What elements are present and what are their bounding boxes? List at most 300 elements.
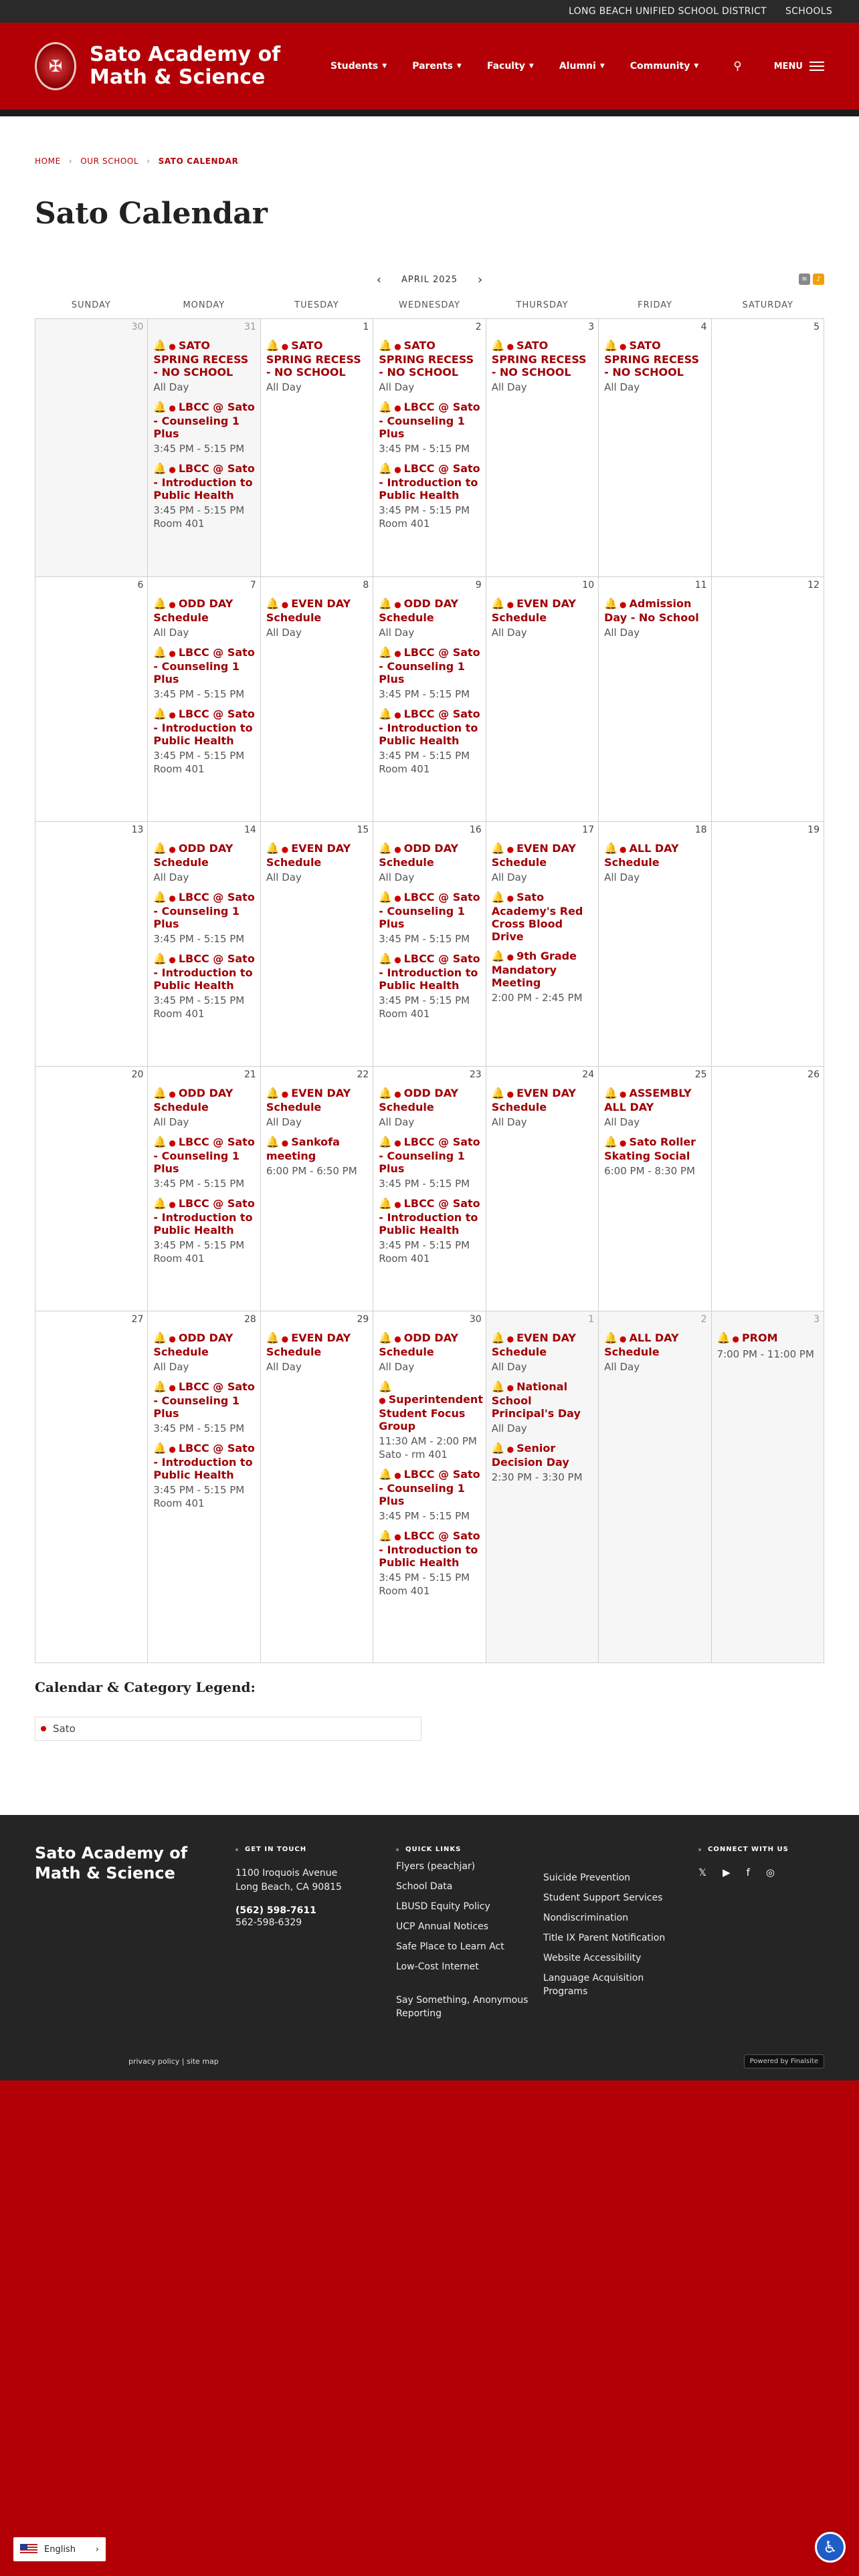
event-title-row: [153, 401, 256, 440]
menu-button[interactable]: [774, 62, 824, 72]
calendar-event[interactable]: [153, 401, 256, 455]
footer-link-flyers[interactable]: Flyers (peachjar): [396, 1861, 476, 1872]
event-time: All Day: [491, 1422, 527, 1434]
address-line1: 1100 Iroquois Avenue: [235, 1868, 338, 1879]
page-title: Sato Calendar: [35, 197, 268, 231]
calendar-event[interactable]: [379, 1529, 481, 1598]
event-title[interactable]: ODD DAY Schedule: [379, 842, 459, 869]
event-title[interactable]: PROM: [741, 1331, 778, 1344]
event-time: All Day: [153, 381, 189, 393]
day-number: 15: [357, 825, 369, 835]
event-time: 7:00 PM - 11:00 PM: [717, 1348, 814, 1360]
category-dot-icon: ●: [506, 845, 514, 854]
calendar-feeds: [799, 274, 824, 285]
bell-icon: 🔔: [153, 462, 167, 475]
bell-icon: 🔔: [604, 1136, 618, 1148]
event-title[interactable]: 9th Grade Mandatory Meeting: [491, 950, 577, 989]
calendar-event[interactable]: [153, 462, 256, 530]
event-title[interactable]: LBCC @ Sato - Counseling 1 Plus: [379, 1468, 480, 1507]
footer-link-school-data[interactable]: School Data: [396, 1881, 453, 1892]
event-title[interactable]: EVEN DAY Schedule: [266, 1087, 351, 1113]
bell-icon: 🔔: [153, 401, 167, 413]
event-title[interactable]: LBCC @ Sato - Counseling 1 Plus: [153, 646, 255, 685]
event-title-row: [379, 1529, 481, 1569]
calendar-event[interactable]: [379, 339, 481, 394]
calendar-event[interactable]: [379, 1136, 481, 1190]
event-title-row: [379, 1468, 481, 1507]
day-number: 22: [357, 1069, 369, 1080]
category-dot-icon: ●: [506, 1383, 514, 1392]
calendar-event[interactable]: [153, 1331, 256, 1374]
nav-alumni-label: Alumni: [559, 61, 596, 72]
nav-alumni[interactable]: [559, 61, 605, 72]
nav-students-label: Students: [330, 61, 379, 72]
footer-link-title-ix[interactable]: Title IX Parent Notification: [543, 1933, 666, 1943]
site-map-link[interactable]: site map: [186, 2057, 219, 2066]
footer-link-say-something[interactable]: Say Something, Anonymous Reporting: [396, 1995, 529, 2019]
event-title[interactable]: LBCC @ Sato - Introduction to Public Health: [379, 952, 480, 992]
category-dot-icon: ●: [394, 649, 401, 658]
district-link[interactable]: LONG BEACH UNIFIED SCHOOL DISTRICT: [569, 6, 767, 17]
event-time: All Day: [491, 1116, 527, 1128]
chevron-down-icon: ▼: [694, 63, 699, 70]
calendar-event[interactable]: [379, 1468, 481, 1523]
privacy-policy-link[interactable]: privacy policy: [128, 2057, 180, 2066]
bell-icon: 🔔: [379, 1136, 393, 1148]
calendar-event[interactable]: [492, 1380, 594, 1435]
bell-icon: 🔔: [153, 708, 167, 720]
school-crest-icon: ✠: [35, 42, 76, 90]
event-title[interactable]: EVEN DAY Schedule: [266, 842, 351, 869]
breadcrumb-current: SATO CALENDAR: [158, 156, 239, 166]
event-title-row: [379, 462, 481, 502]
calendar-event[interactable]: [153, 708, 256, 776]
day-number: 24: [582, 1069, 595, 1080]
event-title-row: [379, 401, 481, 440]
event-title[interactable]: SATO SPRING RECESS - NO SCHOOL: [491, 339, 587, 379]
fax-number: 562-598-6329: [235, 1917, 302, 1928]
event-title[interactable]: LBCC @ Sato - Introduction to Public Health: [379, 462, 480, 502]
event-title[interactable]: ALL DAY Schedule: [604, 842, 679, 869]
event-title-row: [604, 1331, 706, 1358]
event-title[interactable]: LBCC @ Sato - Counseling 1 Plus: [379, 891, 480, 930]
event-location: Room 401: [379, 518, 430, 530]
event-title[interactable]: LBCC @ Sato - Counseling 1 Plus: [153, 1136, 255, 1175]
event-title[interactable]: ALL DAY Schedule: [604, 1331, 679, 1358]
event-time: All Day: [379, 1361, 415, 1373]
calendar-event[interactable]: [379, 842, 481, 884]
subscribe-bell-icon[interactable]: ♪: [813, 274, 824, 285]
bell-icon: 🔔: [153, 597, 167, 610]
calendar-event[interactable]: [153, 1197, 256, 1265]
event-time: 11:30 AM - 2:00 PM: [379, 1435, 477, 1447]
calendar-day-cell: [35, 822, 148, 1067]
event-title[interactable]: SATO SPRING RECESS - NO SCHOOL: [153, 339, 249, 379]
youtube-icon[interactable]: ▶: [723, 1866, 731, 1879]
nav-parents[interactable]: [412, 61, 462, 72]
calendar-event[interactable]: [153, 339, 256, 394]
event-title-row: [153, 597, 256, 624]
next-month-button[interactable]: ›: [478, 272, 483, 287]
event-time: All Day: [604, 381, 640, 393]
calendar-event[interactable]: [604, 1087, 706, 1129]
event-time: 3:45 PM - 5:15 PM: [153, 504, 245, 516]
event-title[interactable]: Admission Day - No School: [604, 597, 699, 624]
bell-icon: 🔔: [266, 1331, 280, 1344]
day-number: 27: [131, 1314, 144, 1325]
calendar-event[interactable]: [492, 842, 594, 884]
footer-link-accessibility[interactable]: Website Accessibility: [543, 1953, 642, 1963]
event-location: Room 401: [153, 518, 205, 530]
bell-icon: 🔔: [379, 339, 393, 352]
calendar-day-cell: [35, 577, 148, 822]
calendar-event[interactable]: [492, 1442, 594, 1484]
event-time: All Day: [379, 1116, 415, 1128]
instagram-icon[interactable]: ◎: [765, 1866, 775, 1879]
calendar-event[interactable]: [266, 1331, 369, 1374]
event-title-row: [153, 1136, 256, 1175]
calendar-event[interactable]: [379, 1197, 481, 1265]
event-time: All Day: [266, 871, 302, 883]
calendar-week-row: [35, 1311, 824, 1663]
calendar-event[interactable]: [492, 891, 594, 943]
footer-link-language-acquisition[interactable]: Language Acquisition Programs: [543, 1973, 644, 1997]
search-icon[interactable]: ⚲: [733, 60, 742, 73]
utility-bar: [0, 0, 859, 23]
event-title[interactable]: ODD DAY Schedule: [379, 1331, 459, 1358]
event-title[interactable]: SATO SPRING RECESS - NO SCHOOL: [266, 339, 361, 379]
event-title[interactable]: ODD DAY Schedule: [153, 842, 233, 869]
calendar-event[interactable]: [717, 1331, 820, 1361]
event-title[interactable]: LBCC @ Sato - Introduction to Public Health: [379, 1529, 480, 1569]
event-title[interactable]: EVEN DAY Schedule: [266, 1331, 351, 1358]
event-title-row: [153, 1087, 256, 1113]
category-dot-icon: [41, 1726, 46, 1731]
day-number: 2: [700, 1314, 707, 1325]
nav-faculty[interactable]: [487, 61, 534, 72]
category-dot-icon: ●: [394, 1471, 401, 1480]
dow-monday: MONDAY: [183, 300, 225, 310]
event-title[interactable]: ODD DAY Schedule: [153, 1331, 233, 1358]
category-dot-icon: ●: [281, 600, 289, 609]
event-time: All Day: [266, 1116, 302, 1128]
event-title-row: [492, 1331, 594, 1358]
event-title[interactable]: LBCC @ Sato - Counseling 1 Plus: [153, 401, 255, 440]
category-dot-icon: ●: [169, 403, 176, 413]
bell-icon: 🔔: [153, 952, 167, 965]
event-time: All Day: [604, 871, 640, 883]
x-twitter-icon[interactable]: 𝕏: [698, 1866, 707, 1879]
event-title-row: [153, 1331, 256, 1358]
event-title[interactable]: LBCC @ Sato - Introduction to Public Health: [379, 708, 480, 747]
calendar-event[interactable]: [266, 842, 369, 884]
bell-icon: 🔔: [379, 462, 393, 475]
calendar-event[interactable]: [379, 952, 481, 1021]
event-title-row: [604, 1136, 706, 1162]
bell-icon: 🔔: [153, 1331, 167, 1344]
calendar-day-cell: [35, 1067, 148, 1311]
calendar-toolbar: [35, 270, 824, 290]
event-title[interactable]: LBCC @ Sato - Counseling 1 Plus: [379, 401, 480, 440]
school-logo-link[interactable]: [35, 42, 300, 90]
event-title[interactable]: LBCC @ Sato - Introduction to Public Health: [379, 1197, 480, 1237]
day-number: 31: [244, 322, 256, 332]
event-time: 3:45 PM - 5:15 PM: [379, 443, 470, 455]
event-title[interactable]: LBCC @ Sato - Introduction to Public Health: [153, 1197, 255, 1237]
day-number: 3: [814, 1314, 820, 1325]
event-time: 2:00 PM - 2:45 PM: [491, 992, 583, 1004]
days-of-week-header: [35, 296, 824, 318]
bell-icon: 🔔: [379, 952, 393, 965]
facebook-icon[interactable]: f: [746, 1866, 750, 1879]
event-title-row: [153, 339, 256, 379]
category-dot-icon: ●: [732, 1334, 739, 1344]
event-title[interactable]: LBCC @ Sato - Introduction to Public Health: [153, 462, 255, 502]
calendar-event[interactable]: [379, 597, 481, 639]
event-title[interactable]: LBCC @ Sato - Counseling 1 Plus: [153, 1380, 255, 1420]
calendar-event[interactable]: [379, 1380, 481, 1461]
footer-link-equity-policy[interactable]: LBUSD Equity Policy: [396, 1901, 490, 1912]
category-dot-icon: ●: [506, 600, 514, 609]
event-title[interactable]: LBCC @ Sato - Counseling 1 Plus: [379, 646, 480, 685]
category-dot-icon: ●: [169, 600, 176, 609]
rss-feed-icon[interactable]: ≋: [799, 274, 810, 285]
breadcrumb-our-school[interactable]: OUR SCHOOL: [80, 156, 139, 166]
event-title-row: [153, 1442, 256, 1481]
calendar-event[interactable]: [153, 1380, 256, 1435]
event-time: All Day: [153, 871, 189, 883]
event-title[interactable]: Superintendent Student Focus Group: [379, 1393, 483, 1432]
breadcrumb-home[interactable]: HOME: [35, 156, 61, 166]
event-title[interactable]: LBCC @ Sato - Counseling 1 Plus: [379, 1136, 480, 1175]
calendar-event[interactable]: [379, 646, 481, 701]
event-title[interactable]: Senior Decision Day: [491, 1442, 569, 1469]
calendar-event[interactable]: [153, 891, 256, 946]
event-title[interactable]: EVEN DAY Schedule: [491, 842, 577, 869]
calendar-event[interactable]: [604, 1136, 706, 1178]
calendar-day-cell: [148, 319, 260, 577]
breadcrumb: [35, 156, 824, 166]
powered-by-badge[interactable]: Powered by Finalsite: [744, 2054, 824, 2068]
event-title-row: [379, 597, 481, 624]
event-title-row: [492, 1380, 594, 1420]
calendar-event[interactable]: [379, 401, 481, 455]
event-time: All Day: [491, 627, 527, 639]
event-title-row: [266, 597, 369, 624]
legend-title: Calendar & Category Legend:: [35, 1679, 256, 1695]
calendar-event[interactable]: [604, 1331, 706, 1374]
event-title-row: [266, 1136, 369, 1162]
calendar-event[interactable]: [153, 1442, 256, 1510]
footer-contact: [235, 1846, 342, 1928]
calendar-day-cell: [599, 1311, 711, 1663]
event-title[interactable]: EVEN DAY Schedule: [491, 597, 577, 624]
event-title[interactable]: EVEN DAY Schedule: [491, 1087, 577, 1113]
footer-quick-links-col2: [543, 1864, 677, 1998]
category-dot-icon: ●: [169, 1089, 176, 1099]
calendar-week-row: [35, 577, 824, 822]
dow-friday: FRIDAY: [638, 300, 673, 310]
event-title[interactable]: EVEN DAY Schedule: [266, 597, 351, 624]
event-title-row: [153, 462, 256, 502]
calendar-day-cell: [260, 1311, 373, 1663]
calendar-day-cell: [260, 1067, 373, 1311]
event-title-row: [604, 1087, 706, 1113]
calendar-event[interactable]: [604, 842, 706, 884]
legend-item-sato[interactable]: [35, 1717, 421, 1741]
calendar-event[interactable]: [153, 1087, 256, 1129]
bell-icon: 🔔: [491, 891, 505, 903]
footer-link-ucp[interactable]: UCP Annual Notices: [396, 1921, 489, 1932]
calendar-event[interactable]: [153, 842, 256, 884]
event-title[interactable]: Sato Academy's Red Cross Blood Drive: [491, 891, 583, 943]
calendar-event[interactable]: [492, 339, 594, 394]
bell-icon: 🔔: [153, 891, 167, 903]
footer-legal: [128, 2057, 219, 2066]
event-title[interactable]: National School Principal's Day: [491, 1380, 581, 1420]
nav-community[interactable]: [630, 61, 699, 72]
calendar-event[interactable]: [379, 462, 481, 530]
calendar-day-cell: [35, 319, 148, 577]
event-title[interactable]: SATO SPRING RECESS - NO SCHOOL: [604, 339, 699, 379]
category-dot-icon: ●: [619, 600, 627, 609]
event-title[interactable]: LBCC @ Sato - Introduction to Public Health: [153, 952, 255, 992]
event-title[interactable]: ODD DAY Schedule: [379, 1087, 459, 1113]
nav-students[interactable]: [330, 61, 387, 72]
calendar-event[interactable]: [153, 952, 256, 1021]
bell-icon: 🔔: [379, 401, 393, 413]
calendar-event[interactable]: [266, 597, 369, 639]
calendar-event[interactable]: [492, 1087, 594, 1129]
bell-icon: 🔔: [266, 842, 280, 855]
footer-link-low-cost-internet[interactable]: Low-Cost Internet: [396, 1961, 479, 1972]
footer-link-student-support[interactable]: Student Support Services: [543, 1893, 663, 1903]
event-title[interactable]: ASSEMBLY ALL DAY: [604, 1087, 692, 1113]
calendar-event[interactable]: [379, 891, 481, 946]
calendar-day-cell: [711, 822, 824, 1067]
event-title-row: [379, 1087, 481, 1113]
calendar-event[interactable]: [492, 597, 594, 639]
language-selector[interactable]: [13, 2537, 106, 2561]
event-title[interactable]: ODD DAY Schedule: [153, 597, 233, 624]
event-time: All Day: [491, 381, 527, 393]
event-title[interactable]: LBCC @ Sato - Introduction to Public Health: [153, 708, 255, 747]
connect-heading: CONNECT WITH US: [698, 1846, 789, 1853]
event-time: 3:45 PM - 5:15 PM: [153, 750, 245, 762]
event-title[interactable]: EVEN DAY Schedule: [491, 1331, 577, 1358]
phone-link[interactable]: (562) 598-7611: [235, 1905, 316, 1916]
footer-school-name: [35, 1843, 187, 1883]
category-dot-icon: ●: [394, 710, 401, 720]
event-title[interactable]: ODD DAY Schedule: [153, 1087, 233, 1113]
category-dot-icon: ●: [281, 1089, 289, 1099]
calendar-event[interactable]: [379, 1331, 481, 1374]
schools-link[interactable]: SCHOOLS: [785, 6, 832, 17]
event-time: 3:45 PM - 5:15 PM: [153, 688, 245, 700]
event-time: 3:45 PM - 5:15 PM: [379, 1239, 470, 1251]
category-dot-icon: ●: [506, 342, 514, 351]
event-title-row: [379, 339, 481, 379]
event-title-row: [717, 1331, 820, 1346]
legend-item-label: Sato: [53, 1723, 76, 1735]
event-title[interactable]: ODD DAY Schedule: [379, 597, 459, 624]
category-dot-icon: ●: [619, 1089, 627, 1099]
event-title-row: [492, 1442, 594, 1469]
calendar-day-cell: [599, 319, 711, 577]
event-title-row: [153, 1197, 256, 1237]
bell-icon: 🔔: [379, 1529, 393, 1542]
bell-icon: 🔔: [491, 1087, 505, 1099]
site-footer: [0, 1815, 859, 2080]
calendar-event[interactable]: [153, 597, 256, 639]
nav-parents-label: Parents: [412, 61, 453, 72]
calendar-event[interactable]: [604, 339, 706, 394]
event-title[interactable]: LBCC @ Sato - Counseling 1 Plus: [153, 891, 255, 930]
event-time: All Day: [604, 1361, 640, 1373]
calendar-event[interactable]: [153, 646, 256, 701]
day-number: 2: [475, 322, 482, 332]
event-title[interactable]: SATO SPRING RECESS - NO SCHOOL: [379, 339, 474, 379]
footer-link-safe-place[interactable]: Safe Place to Learn Act: [396, 1941, 504, 1952]
bell-icon: 🔔: [379, 1380, 393, 1393]
calendar-day-cell: [486, 577, 598, 822]
bell-icon: 🔔: [717, 1331, 731, 1344]
event-title-row: [604, 842, 706, 869]
calendar-event[interactable]: [492, 1331, 594, 1374]
day-number: 21: [244, 1069, 256, 1080]
calendar-event[interactable]: [379, 1087, 481, 1129]
footer-link-suicide-prevention[interactable]: Suicide Prevention: [543, 1872, 631, 1883]
footer-social: [698, 1846, 789, 1879]
calendar-event[interactable]: [266, 1136, 369, 1178]
calendar-event[interactable]: [153, 1136, 256, 1190]
calendar-event[interactable]: [604, 597, 706, 639]
category-dot-icon: ●: [169, 955, 176, 964]
event-title-row: [153, 1380, 256, 1420]
event-title[interactable]: Sato Roller Skating Social: [604, 1136, 696, 1162]
calendar-event[interactable]: [266, 1087, 369, 1129]
calendar-event[interactable]: [266, 339, 369, 394]
accessibility-icon[interactable]: ♿: [815, 2532, 846, 2563]
bell-icon: 🔔: [379, 1087, 393, 1099]
prev-month-button[interactable]: ‹: [376, 272, 381, 287]
calendar-day-cell: [373, 822, 486, 1067]
calendar-event[interactable]: [492, 950, 594, 1004]
calendar-event[interactable]: [379, 708, 481, 776]
category-dot-icon: ●: [619, 845, 627, 854]
category-dot-icon: ●: [169, 1200, 176, 1209]
calendar-day-cell: [711, 1067, 824, 1311]
bell-icon: 🔔: [491, 1380, 505, 1393]
language-label: English: [44, 2544, 76, 2555]
event-time: All Day: [153, 1361, 189, 1373]
event-title-row: [604, 597, 706, 624]
event-time: 6:00 PM - 6:50 PM: [266, 1165, 357, 1177]
event-title[interactable]: LBCC @ Sato - Introduction to Public Health: [153, 1442, 255, 1481]
bell-icon: 🔔: [491, 950, 505, 962]
site-header: [0, 23, 859, 116]
calendar-day-cell: [148, 1311, 260, 1663]
event-title[interactable]: Sankofa meeting: [266, 1136, 340, 1162]
footer-link-nondiscrimination[interactable]: Nondiscrimination: [543, 1913, 629, 1923]
nav-community-label: Community: [630, 61, 690, 72]
event-time: 3:45 PM - 5:15 PM: [379, 1510, 470, 1522]
day-number: 5: [814, 322, 820, 332]
calendar-day-cell: [260, 577, 373, 822]
bell-icon: 🔔: [153, 1380, 167, 1393]
chevron-right-icon: ›: [95, 2544, 99, 2555]
bell-icon: 🔔: [266, 339, 280, 352]
